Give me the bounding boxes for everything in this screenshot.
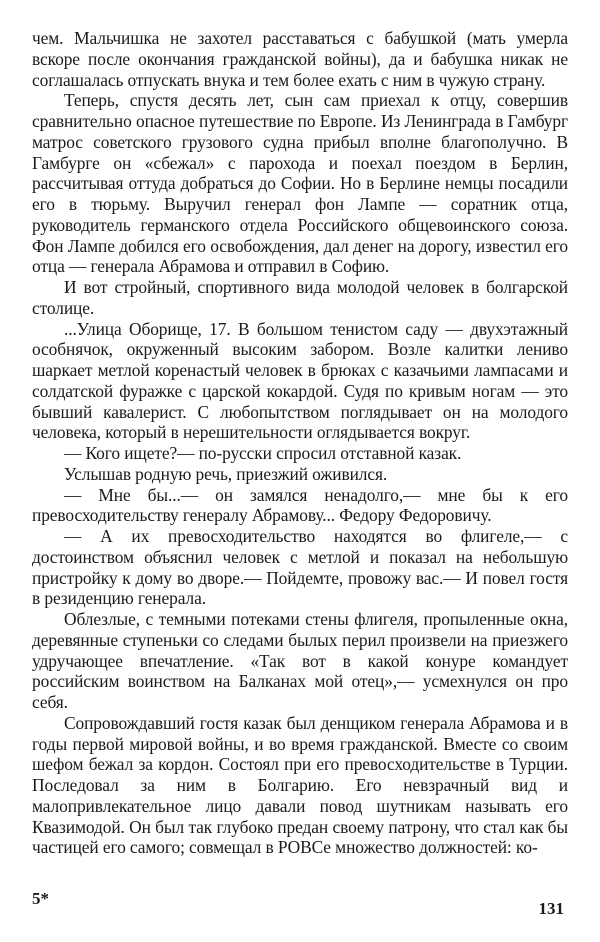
- page-number: 131: [538, 899, 564, 918]
- paragraph-8: — А их превосходительство находятся во флигеле,— с достоинством объяснил человек с метлой и показал на небольшую пристройку к дому во дворе.— Пойдемте, провожу вас.— И повел гостя в резиденцию генерала.: [32, 526, 568, 609]
- paragraph-3: И вот стройный, спортивного вида молодой человек в болгарской столице.: [32, 277, 568, 318]
- paragraph-7: — Мне бы...— он замялся ненадолго,— мне бы к его превосходительству генералу Абрамову... Федору Федоровичу.: [32, 484, 568, 526]
- paragraph-6: Услышав родную речь, приезжий оживился.: [64, 463, 388, 484]
- page-body: [32, 28, 568, 858]
- page-footer: [32, 889, 568, 918]
- paragraph-9: Облезлые, с темными потеками стены флигеля, пропыленные окна, деревянные ступеньки со следами былых перил произвели на приезжего удручающее впечатление. «Так вот в какой конуре командует российским воинством на Балканах мой отец»,— усмехнулся он про себя.: [32, 609, 568, 712]
- paragraph-4: ...Улица Оборище, 17. В большом тенистом саду — двухэтажный особнячок, окруженный высоким забором. Возле калитки лениво шаркает метлой коренастый человек в брюках с казачьими лампасами и солдатской фуражке с царской кокардой. Судя по кривым ногам — это бывший кавалерист. С любопытством поглядывает он на молодого человека, который в нерешительности оглядывается вокруг.: [32, 318, 568, 443]
- paragraph-2: Теперь, спустя десять лет, сын сам приехал к отцу, совершив сравнительно опасное путешествие по Европе. Из Ленинграда в Гамбург матрос советского грузового судна прибыл вполне благополучно. В Гамбурге он «сбежал» с парохода и поехал поездом в Берлин, рассчитывая оттуда добраться до Софии. Но в Берлине немцы посадили его в тюрьму. Выручил генерал фон Лампе — соратник отца, руководитель германского отдела Российского общевоинского союза. Фон Лампе добился его освобождения, дал денег на дорогу, известил его отца — генерала Абрамова и отправил в Софию.: [32, 90, 568, 277]
- paragraph-1: чем. Мальчишка не захотел расставаться с бабушкой (мать умерла вскоре после окончания гражданской войны), да и бабушка никак не соглашалась отпускать внука и тем более ехать с ним в чужую страну.: [32, 28, 568, 90]
- paragraph-5: — Кого ищете?— по-русски спросил отставной казак.: [64, 443, 462, 463]
- paragraph-10: Сопровождавший гостя казак был денщиком генерала Абрамова и в годы первой мировой войны, и во время гражданской. Вместе со своим шефом бежал за кордон. Состоял при его превосходительстве в Турции. Последовал за ним в Болгарию. Его невзрачный вид и малопривлекательное лицо давали повод шутникам называть его Квазимодой. Он был так глубоко предан своему патрону, что стал как бы частицей его самого; совмещал в РОВСе множество должностей: ко-: [32, 712, 568, 858]
- signature-mark: 5*: [32, 889, 49, 908]
